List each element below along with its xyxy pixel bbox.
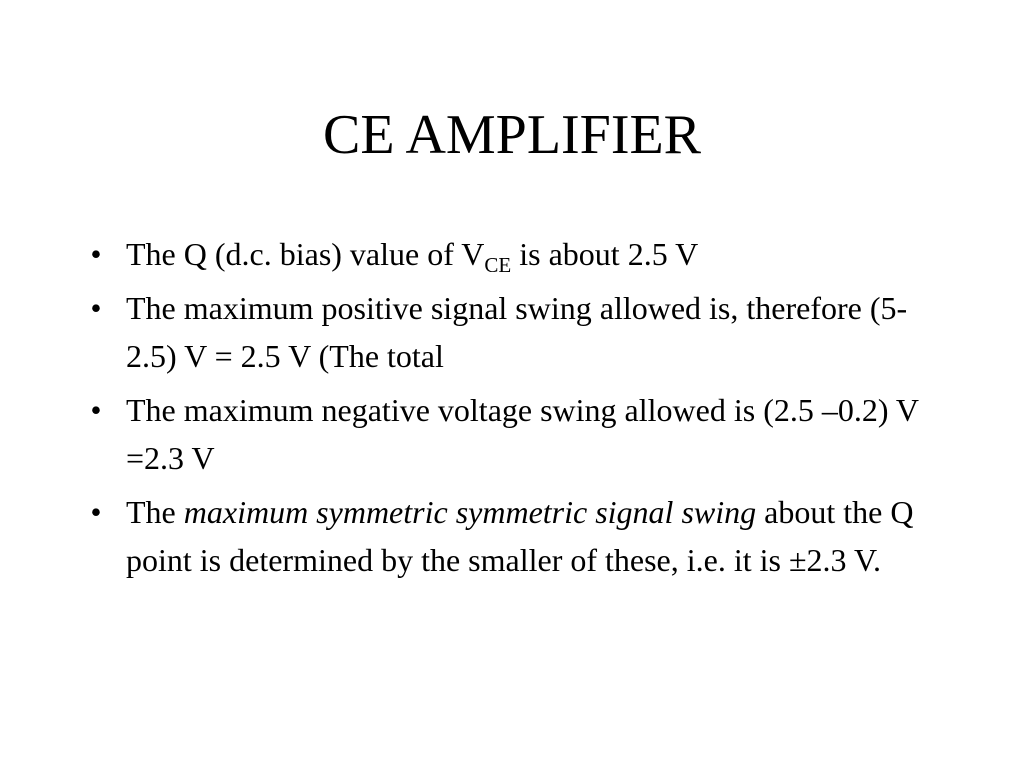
bullet-marker: • [90, 494, 102, 530]
bullet-marker: • [90, 236, 102, 272]
bullet-list [86, 230, 926, 590]
bullet-text: is about 2.5 V [511, 236, 699, 272]
bullet-item-positive-swing [86, 284, 926, 380]
bullet-text: The maximum negative voltage swing allowed is (2.5 –0.2) V =2.3 V [126, 392, 919, 476]
bullet-item-negative-swing [86, 386, 926, 482]
bullet-item-vce [86, 230, 926, 278]
bullet-text: about the Q point is determined by the smaller of these, i.e. it is ±2.3 V. [126, 494, 914, 578]
bullet-marker: • [90, 290, 102, 326]
bullet-italic-text: maximum symmetric symmetric signal swing [183, 494, 757, 530]
slide-title: CE AMPLIFIER [322, 104, 702, 166]
subscript-ce: CE [484, 253, 512, 277]
bullet-text: The [126, 494, 184, 530]
bullet-marker: • [90, 392, 102, 428]
bullet-text: The Q (d.c. bias) value of V [126, 236, 485, 272]
bullet-item-symmetric-swing [86, 488, 926, 584]
bullet-text: The maximum positive signal swing allowed is, therefore (5-2.5) V = 2.5 V (The total [126, 290, 908, 374]
